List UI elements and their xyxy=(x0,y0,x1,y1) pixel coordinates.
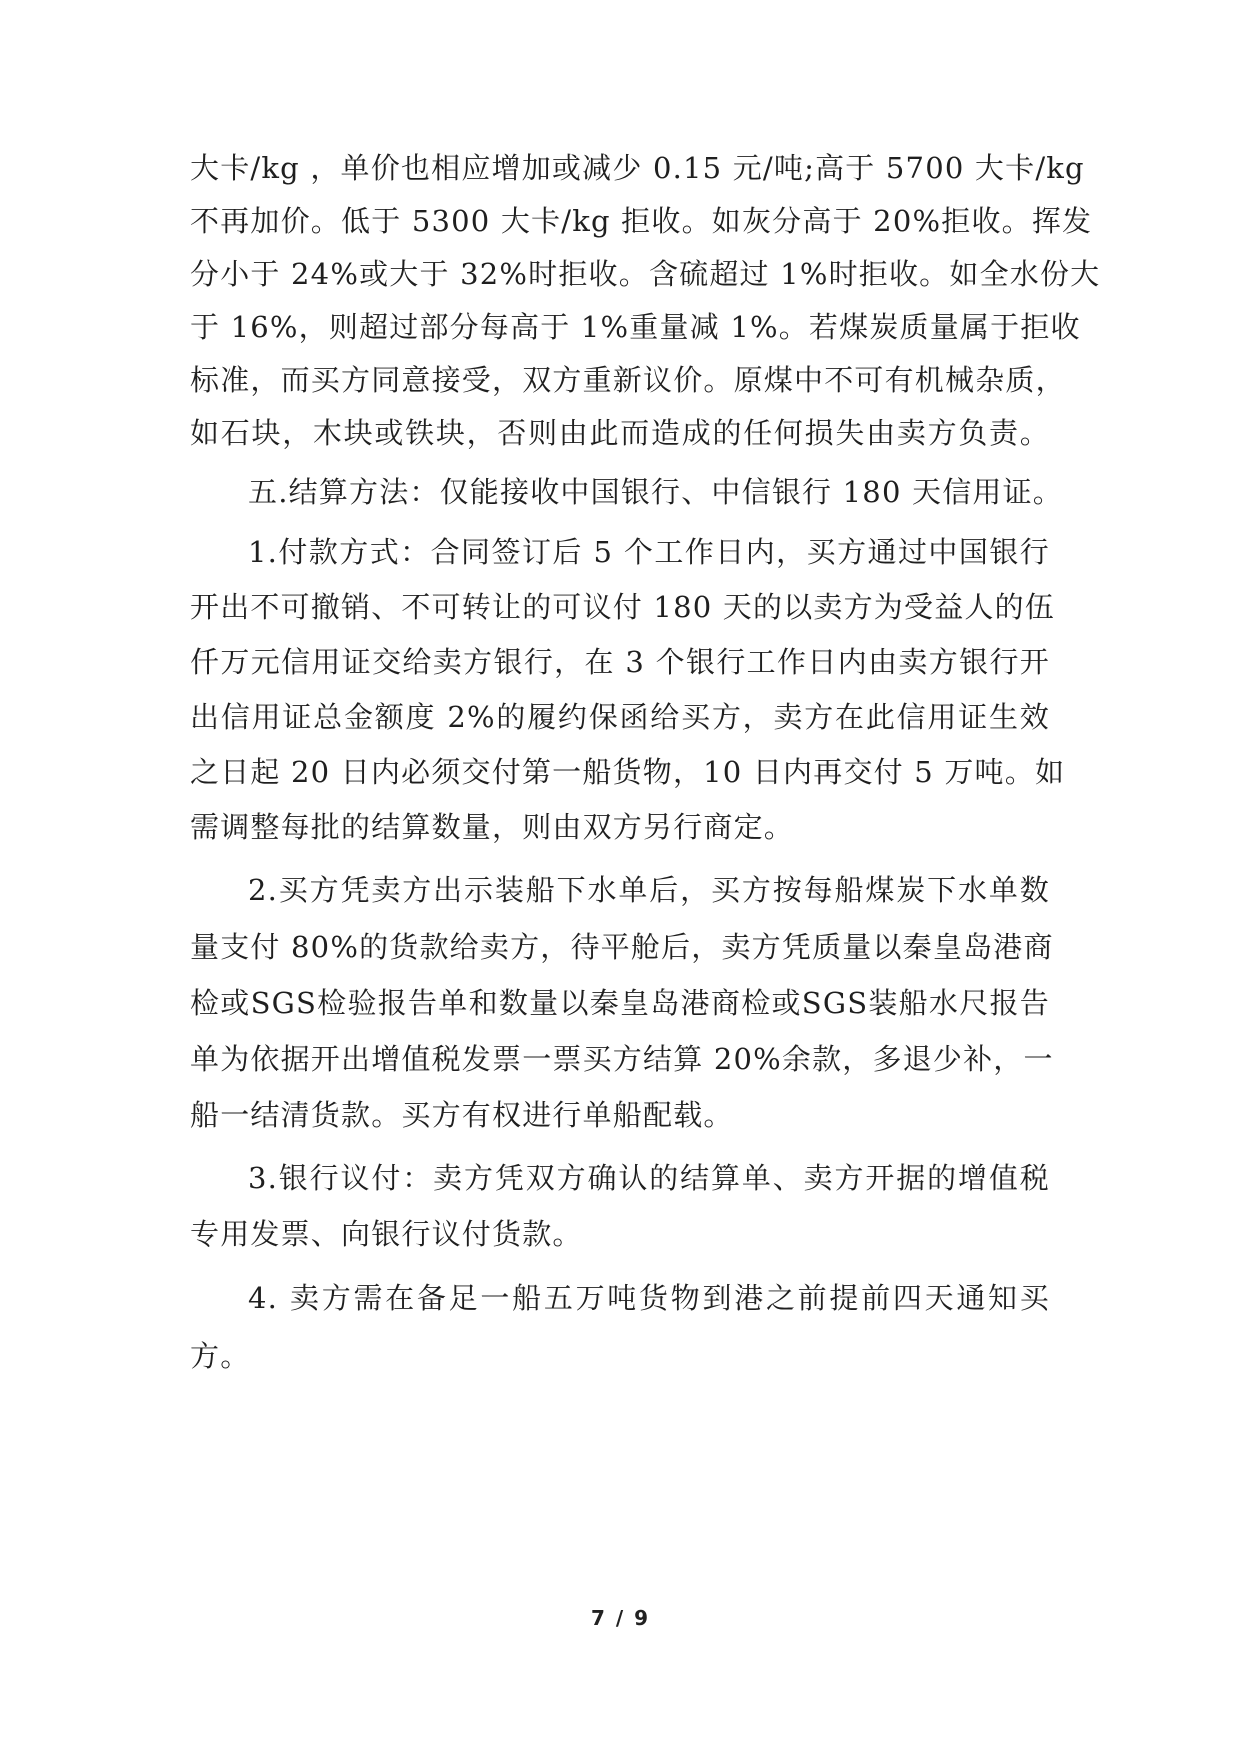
body-text-line: 大卡/kg ，单价也相应增加或减少 0.15 元/吨;高于 5700 大卡/kg xyxy=(190,151,1085,185)
body-text-line: 之日起 20 日内必须交付第一船货物，10 日内再交付 5 万吨。如 xyxy=(190,755,1066,789)
body-text-line: 需调整每批的结算数量，则由双方另行商定。 xyxy=(190,810,795,844)
body-text-line: 检或SGS检验报告单和数量以秦皇岛港商检或SGS装船水尺报告 xyxy=(190,986,1050,1020)
body-text-line: 如石块，木块或铁块，否则由此而造成的任何损失由卖方负责。 xyxy=(190,416,1050,450)
body-text-line: 出信用证总金额度 2%的履约保函给买方，卖方在此信用证生效 xyxy=(190,700,1050,734)
body-text-line: 单为依据开出增值税发票一票买方结算 20%余款，多退少补，一 xyxy=(190,1042,1054,1076)
body-text-line: 量支付 80%的货款给卖方，待平舱后，卖方凭质量以秦皇岛港商 xyxy=(190,930,1054,964)
body-text-line: 1.付款方式：合同签订后 5 个工作日内，买方通过中国银行 xyxy=(248,535,1050,569)
body-text-line: 不再加价。低于 5300 大卡/kg 拒收。如灰分高于 20%拒收。挥发 xyxy=(190,204,1093,238)
body-text-line: 于 16%，则超过部分每高于 1%重量减 1%。若煤炭质量属于拒收 xyxy=(190,310,1081,344)
body-text-line: 标准，而买方同意接受，双方重新议价。原煤中不可有机械杂质， xyxy=(190,363,1066,397)
body-text-line: 船一结清货款。买方有权进行单船配载。 xyxy=(190,1098,734,1132)
body-text-line: 方。 xyxy=(190,1339,251,1373)
body-text-line: 分小于 24%或大于 32%时拒收。含硫超过 1%时拒收。如全水份大 xyxy=(190,257,1101,291)
page-number: 7 / 9 xyxy=(590,1606,651,1630)
body-text-line: 2.买方凭卖方出示装船下水单后，买方按每船煤炭下水单数 xyxy=(248,873,1050,907)
body-text-line: 专用发票、向银行议付货款。 xyxy=(190,1217,583,1251)
body-text-line: 仟万元信用证交给卖方银行，在 3 个银行工作日内由卖方银行开 xyxy=(190,645,1050,679)
body-text-line: 开出不可撤销、不可转让的可议付 180 天的以卖方为受益人的伍 xyxy=(190,590,1055,624)
body-text-line: 4. 卖方需在备足一船五万吨货物到港之前提前四天通知买 xyxy=(248,1281,1050,1315)
section-heading-settlement: 五.结算方法：仅能接收中国银行、中信银行 180 天信用证。 xyxy=(248,475,1064,509)
body-text-line: 3.银行议付：卖方凭双方确认的结算单、卖方开据的增值税 xyxy=(248,1161,1050,1195)
